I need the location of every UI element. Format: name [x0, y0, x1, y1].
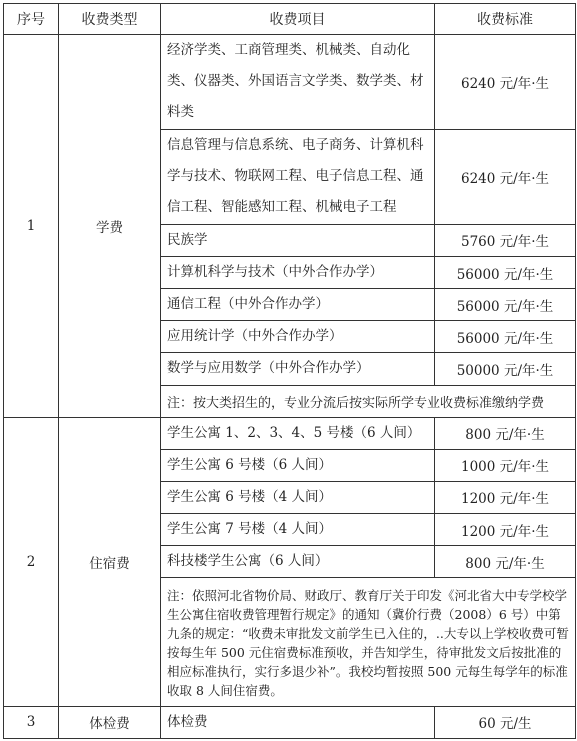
fee-item-cell: 数学与应用数学（中外合作办学）	[161, 353, 435, 385]
fee-item-cell: 学生公寓 1、2、3、4、5 号楼（6 人间）	[161, 417, 435, 449]
fee-item-cell: 信息管理与信息系统、电子商务、计算机科学与技术、物联网工程、电子信息工程、通信工程、智能感知工程、机械电子工程	[161, 129, 435, 224]
table-row	[4, 417, 576, 449]
fee-item-cell: 学生公寓 6 号楼（4 人间）	[161, 481, 435, 513]
fee-standard-cell: 6240 元/年·生	[435, 129, 576, 224]
fee-standard-cell: 800 元/年·生	[435, 417, 576, 449]
fee-standard-cell: 1000 元/年·生	[435, 449, 576, 481]
fee-item-cell: 经济学类、工商管理类、机械类、自动化类、仪器类、外国语言文学类、数学类、材料类	[161, 35, 435, 129]
fee-item-cell: 通信工程（中外合作办学）	[161, 289, 435, 321]
table-row	[4, 706, 576, 738]
fee-standard-cell: 60 元/生	[435, 706, 576, 738]
fee-standard-cell: 1200 元/年·生	[435, 514, 576, 546]
fee-standard-cell: 56000 元/年·生	[435, 321, 576, 353]
group-type-cell: 住宿费	[59, 417, 161, 706]
header-type: 收费类型	[59, 4, 161, 35]
fee-standard-cell: 56000 元/年·生	[435, 257, 576, 289]
fee-standard-cell: 5760 元/年·生	[435, 224, 576, 256]
fee-item-cell: 计算机科学与技术（中外合作办学）	[161, 257, 435, 289]
fee-table	[3, 3, 576, 739]
accommodation-note: 注：依照河北省物价局、财政厅、教育厅关于印发《河北省大中专学校学生公寓住宿收费管理暂行规定》的通知（冀价行费（2008）6 号）中第九条的规定：“收费未审批发文前学生已入住的，..大专以上学校收费可暂按每生年 500 元住宿费标准预收，并告知学生，待审批发文后按批准的相应标准执行，实行多退少补”。我校均暂按照 500 元每生每学年的标准收取 8 人间住宿费。	[161, 578, 576, 707]
fee-item-cell: 应用统计学（中外合作办学）	[161, 321, 435, 353]
fee-item-cell: 科技楼学生公寓（6 人间）	[161, 546, 435, 578]
fee-standard-cell: 50000 元/年·生	[435, 353, 576, 385]
fee-standard-cell: 800 元/年·生	[435, 546, 576, 578]
table-row	[4, 35, 576, 129]
fee-item-cell: 学生公寓 6 号楼（6 人间）	[161, 449, 435, 481]
fee-standard-cell: 56000 元/年·生	[435, 289, 576, 321]
group-index-cell: 1	[4, 35, 59, 418]
fee-standard-cell: 6240 元/年·生	[435, 35, 576, 129]
header-index: 序号	[4, 4, 59, 35]
fee-item-cell: 体检费	[161, 706, 435, 738]
group-index-cell: 2	[4, 417, 59, 706]
header-standard: 收费标准	[435, 4, 576, 35]
fee-item-cell: 民族学	[161, 224, 435, 256]
tuition-note: 注：按大类招生的，专业分流后按实际所学专业收费标准缴纳学费	[161, 385, 576, 417]
group-index-cell: 3	[4, 706, 59, 738]
fee-standard-cell: 1200 元/年·生	[435, 481, 576, 513]
header-row	[4, 4, 576, 35]
group-type-cell: 学费	[59, 35, 161, 418]
group-type-cell: 体检费	[59, 706, 161, 738]
header-item: 收费项目	[161, 4, 435, 35]
fee-item-cell: 学生公寓 7 号楼（4 人间）	[161, 514, 435, 546]
